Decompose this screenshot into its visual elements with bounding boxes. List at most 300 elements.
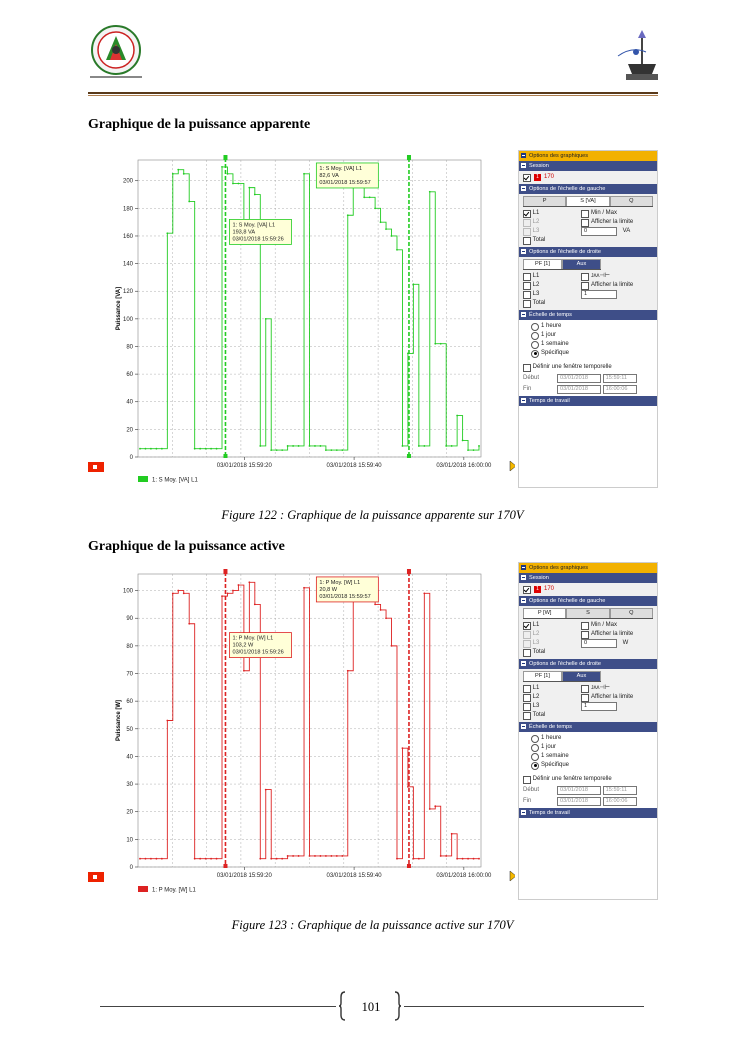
channel-checkbox-l3[interactable] bbox=[523, 703, 531, 711]
define-window-label: Définir une fenêtre temporelle bbox=[532, 364, 612, 370]
collapse-icon[interactable] bbox=[521, 810, 526, 815]
show-limit-checkbox[interactable] bbox=[581, 219, 589, 227]
show-limit-checkbox[interactable] bbox=[581, 282, 589, 290]
data-point bbox=[407, 786, 409, 788]
session-header[interactable] bbox=[519, 573, 657, 583]
active-power-chart bbox=[88, 564, 515, 900]
left-scale-tab[interactable]: S [VA] bbox=[566, 196, 609, 206]
pulse-checkbox[interactable] bbox=[581, 685, 589, 693]
data-point bbox=[440, 343, 442, 345]
data-point bbox=[238, 183, 240, 185]
time-scale-option: 1 heure bbox=[541, 735, 562, 741]
channel-label: L3 bbox=[532, 640, 540, 646]
data-point bbox=[423, 445, 425, 447]
data-point bbox=[150, 448, 152, 450]
data-point bbox=[227, 592, 229, 594]
data-point bbox=[166, 720, 168, 722]
data-point bbox=[347, 670, 349, 672]
data-point bbox=[194, 858, 196, 860]
y-tick-label: 0 bbox=[129, 865, 133, 871]
channel-checkbox-total[interactable] bbox=[523, 300, 531, 308]
data-point bbox=[150, 858, 152, 860]
x-tick-label: 03/01/2018 15:59:20 bbox=[216, 463, 272, 469]
scroll-left-icon bbox=[93, 875, 97, 879]
pulse-icon: ᴊᴧᴧ⊣⊢ bbox=[591, 685, 610, 691]
data-point bbox=[177, 590, 179, 592]
collapse-icon[interactable] bbox=[521, 312, 526, 317]
y-tick-label: 20 bbox=[126, 427, 133, 434]
time-scale-option: 1 semaine bbox=[541, 341, 569, 347]
cursor-handle bbox=[223, 454, 227, 458]
define-window-label: Définir une fenêtre temporelle bbox=[532, 776, 612, 782]
data-point bbox=[188, 201, 190, 203]
y-tick-label: 140 bbox=[122, 261, 133, 268]
data-point bbox=[396, 249, 398, 251]
channel-checkbox-total[interactable] bbox=[523, 237, 531, 245]
channel-checkbox-l2[interactable] bbox=[523, 631, 531, 639]
data-point bbox=[445, 855, 447, 857]
data-point bbox=[396, 858, 398, 860]
show-limit-label: Afficher la limite bbox=[591, 631, 634, 637]
data-point bbox=[194, 448, 196, 450]
data-point bbox=[265, 318, 267, 320]
data-point bbox=[145, 858, 147, 860]
session-checkbox[interactable] bbox=[523, 586, 531, 594]
data-point bbox=[462, 440, 464, 442]
y-tick-label: 30 bbox=[126, 782, 133, 789]
cursor-handle bbox=[223, 155, 227, 160]
scroll-right-icon bbox=[510, 871, 515, 881]
time-scale-radio[interactable] bbox=[531, 323, 539, 331]
left-scale-title: Options de l'échelle de gauche bbox=[529, 598, 606, 604]
data-point bbox=[188, 623, 190, 625]
data-point bbox=[374, 207, 376, 209]
legend-swatch bbox=[138, 886, 148, 892]
data-point bbox=[221, 166, 223, 168]
unit-label: W bbox=[622, 640, 629, 646]
y-tick-label: 10 bbox=[126, 837, 133, 844]
end-label: Fin bbox=[523, 798, 532, 804]
data-point bbox=[440, 855, 442, 857]
right-scale-header[interactable] bbox=[519, 659, 657, 669]
data-point bbox=[303, 587, 305, 589]
left-scale-tab[interactable]: Q bbox=[610, 608, 653, 618]
collapse-icon[interactable] bbox=[521, 249, 526, 254]
end-time-input[interactable]: 16:00:06 bbox=[603, 797, 637, 806]
channel-label: L2 bbox=[532, 694, 540, 700]
left-scale-header[interactable] bbox=[519, 184, 657, 194]
x-tick-label: 03/01/2018 16:00:00 bbox=[436, 463, 492, 469]
tooltip-text: 1: P Moy. [W] L1 bbox=[232, 635, 274, 642]
data-point bbox=[473, 858, 475, 860]
y-tick-label: 60 bbox=[126, 699, 133, 706]
scroll-left-icon bbox=[93, 465, 97, 469]
data-point bbox=[451, 445, 453, 447]
time-scale-option: 1 semaine bbox=[541, 753, 569, 759]
time-scale-option: 1 jour bbox=[541, 744, 557, 750]
y-tick-label: 120 bbox=[122, 289, 133, 296]
apparent-power-chart bbox=[88, 150, 515, 490]
data-point bbox=[341, 449, 343, 451]
time-scale-radio[interactable] bbox=[531, 753, 539, 761]
collapse-icon[interactable] bbox=[521, 565, 526, 570]
collapse-icon[interactable] bbox=[521, 163, 526, 168]
chart-options-panel-1 bbox=[518, 150, 658, 488]
start-date-input[interactable]: 03/01/2018 bbox=[557, 786, 601, 795]
data-point bbox=[385, 617, 387, 619]
left-scale-tab[interactable]: P bbox=[523, 196, 566, 206]
start-label: Début bbox=[523, 787, 540, 793]
data-point bbox=[402, 445, 404, 447]
y-tick-label: 160 bbox=[122, 233, 133, 240]
options-title: Options des graphiques bbox=[529, 565, 589, 571]
left-scale-title: Options de l'échelle de gauche bbox=[529, 186, 606, 192]
data-point bbox=[434, 805, 436, 807]
min-max-checkbox[interactable] bbox=[581, 210, 589, 218]
cursor-handle bbox=[407, 155, 411, 160]
channel-label: L3 bbox=[532, 291, 540, 297]
cursor-handle bbox=[223, 864, 227, 868]
data-point bbox=[210, 858, 212, 860]
footer-line-right bbox=[404, 1006, 644, 1007]
data-point bbox=[287, 445, 289, 447]
options-header[interactable] bbox=[519, 563, 657, 573]
data-point bbox=[199, 448, 201, 450]
y-tick-label: 100 bbox=[122, 316, 133, 323]
university-logo bbox=[84, 22, 148, 82]
tooltip-text: 03/01/2018 15:59:26 bbox=[232, 236, 284, 243]
figure-caption-122: Figure 122 : Graphique de la puissance apparente sur 170V bbox=[221, 508, 524, 522]
end-time-input[interactable]: 16:00:06 bbox=[603, 385, 637, 394]
y-tick-label: 40 bbox=[126, 754, 133, 761]
data-point bbox=[320, 445, 322, 447]
session-badge: 1 bbox=[534, 174, 541, 181]
start-time-input[interactable]: 15:59:11 bbox=[603, 374, 637, 383]
data-point bbox=[478, 858, 480, 860]
start-date-input[interactable]: 03/01/2018 bbox=[557, 374, 601, 383]
y-tick-label: 70 bbox=[126, 671, 133, 678]
legend-label: 1: P Moy. [W] L1 bbox=[152, 887, 196, 894]
time-scale-option: 1 heure bbox=[541, 323, 562, 329]
data-point bbox=[429, 808, 431, 810]
tooltip-text: 82,6 VA bbox=[319, 172, 339, 179]
min-max-checkbox[interactable] bbox=[581, 622, 589, 630]
page-number: 101 bbox=[361, 1000, 381, 1014]
collapse-icon[interactable] bbox=[521, 575, 526, 580]
channel-checkbox-l1[interactable] bbox=[523, 210, 531, 218]
data-point bbox=[139, 448, 141, 450]
right-scale-header[interactable] bbox=[519, 247, 657, 257]
data-point bbox=[216, 858, 218, 860]
show-limit-checkbox[interactable] bbox=[581, 694, 589, 702]
data-point bbox=[254, 604, 256, 606]
min-max-label: Min / Max bbox=[591, 622, 618, 628]
y-tick-label: 100 bbox=[122, 588, 133, 595]
data-point bbox=[385, 228, 387, 230]
right-limit-input[interactable]: 1 bbox=[581, 702, 617, 711]
channel-label: Total bbox=[532, 237, 546, 243]
time-scale-option: Spécifique bbox=[541, 762, 570, 768]
channel-label: L1 bbox=[532, 622, 540, 628]
collapse-icon[interactable] bbox=[521, 398, 526, 403]
cursor-handle bbox=[407, 454, 411, 458]
show-limit-label: Afficher la limite bbox=[591, 282, 634, 288]
data-point bbox=[199, 858, 201, 860]
data-point bbox=[210, 448, 212, 450]
data-point bbox=[183, 173, 185, 175]
header-rule-thin bbox=[88, 95, 658, 96]
tooltip-text: 03/01/2018 15:59:57 bbox=[319, 593, 371, 600]
y-tick-label: 50 bbox=[126, 726, 133, 733]
data-point bbox=[391, 235, 393, 237]
scroll-right-icon bbox=[510, 461, 515, 471]
data-point bbox=[330, 855, 332, 857]
channel-checkbox-total[interactable] bbox=[523, 712, 531, 720]
data-point bbox=[161, 448, 163, 450]
work-time-header[interactable] bbox=[519, 396, 657, 406]
data-point bbox=[325, 449, 327, 451]
data-point bbox=[456, 858, 458, 860]
collapse-icon[interactable] bbox=[521, 661, 526, 666]
session-checkbox[interactable] bbox=[523, 174, 531, 182]
channel-checkbox-l2[interactable] bbox=[523, 694, 531, 702]
data-point bbox=[309, 855, 311, 857]
data-point bbox=[462, 858, 464, 860]
data-point bbox=[156, 858, 158, 860]
channel-label: L2 bbox=[532, 219, 540, 225]
end-date-input[interactable]: 03/01/2018 bbox=[557, 385, 601, 394]
data-point bbox=[336, 855, 338, 857]
session-name: 170 bbox=[544, 174, 555, 180]
data-point bbox=[292, 855, 294, 857]
data-point bbox=[183, 592, 185, 594]
start-time-input[interactable]: 15:59:11 bbox=[603, 786, 637, 795]
data-point bbox=[429, 191, 431, 193]
right-scale-title: Options de l'échelle de droite bbox=[529, 249, 601, 255]
session-badge: 1 bbox=[534, 586, 541, 593]
limit-input[interactable]: 0 bbox=[581, 227, 617, 236]
channel-checkbox-l3[interactable] bbox=[523, 291, 531, 299]
cursor-handle bbox=[407, 569, 411, 574]
session-header[interactable] bbox=[519, 161, 657, 171]
time-scale-radio[interactable] bbox=[531, 350, 539, 358]
data-point bbox=[177, 169, 179, 171]
show-limit-label: Afficher la limite bbox=[591, 694, 634, 700]
left-scale-tab[interactable]: Q bbox=[610, 196, 653, 206]
footer-line-left bbox=[100, 1006, 336, 1007]
right-scale-title: Options de l'échelle de droite bbox=[529, 661, 601, 667]
time-scale-radio[interactable] bbox=[531, 762, 539, 770]
limit-input[interactable]: 0 bbox=[581, 639, 617, 648]
time-scale-header[interactable] bbox=[519, 722, 657, 732]
channel-checkbox-l1[interactable] bbox=[523, 273, 531, 281]
data-point bbox=[445, 445, 447, 447]
section-heading-active: Graphique de la puissance active bbox=[88, 539, 285, 554]
data-point bbox=[467, 858, 469, 860]
data-point bbox=[434, 343, 436, 345]
data-point bbox=[166, 232, 168, 234]
data-point bbox=[369, 196, 371, 198]
data-point bbox=[325, 855, 327, 857]
right-scale-tab[interactable]: Aux bbox=[562, 671, 601, 681]
tooltip-text: 103,2 W bbox=[232, 642, 254, 649]
data-point bbox=[270, 449, 272, 451]
x-tick-label: 03/01/2018 15:59:20 bbox=[216, 873, 272, 879]
time-scale-radio[interactable] bbox=[531, 332, 539, 340]
data-point bbox=[145, 448, 147, 450]
data-point bbox=[205, 858, 207, 860]
show-limit-checkbox[interactable] bbox=[581, 631, 589, 639]
data-point bbox=[380, 221, 382, 223]
collapse-icon[interactable] bbox=[521, 598, 526, 603]
data-point bbox=[314, 445, 316, 447]
work-time-header[interactable] bbox=[519, 808, 657, 818]
tooltip-text: 03/01/2018 15:59:57 bbox=[319, 179, 371, 186]
time-scale-title: Échelle de temps bbox=[529, 724, 572, 730]
channel-checkbox-l3[interactable] bbox=[523, 640, 531, 648]
data-point bbox=[391, 645, 393, 647]
data-point bbox=[232, 183, 234, 185]
y-tick-label: 20 bbox=[126, 809, 133, 816]
define-window-checkbox[interactable] bbox=[523, 776, 531, 784]
data-point bbox=[314, 855, 316, 857]
x-tick-label: 03/01/2018 16:00:00 bbox=[436, 873, 492, 879]
data-point bbox=[205, 448, 207, 450]
left-scale-header[interactable] bbox=[519, 596, 657, 606]
y-tick-label: 0 bbox=[129, 455, 133, 461]
data-point bbox=[330, 449, 332, 451]
cursor-handle bbox=[223, 569, 227, 574]
channel-label: Total bbox=[532, 712, 546, 718]
channel-label: L3 bbox=[532, 228, 540, 234]
work-time-title: Temps de travail bbox=[529, 810, 570, 816]
time-scale-header[interactable] bbox=[519, 310, 657, 320]
data-point bbox=[172, 173, 174, 175]
data-point bbox=[347, 214, 349, 216]
data-point bbox=[412, 283, 414, 285]
channel-checkbox-l1[interactable] bbox=[523, 685, 531, 693]
data-point bbox=[281, 858, 283, 860]
chart-options-panel-2 bbox=[518, 562, 658, 900]
channel-checkbox-total[interactable] bbox=[523, 649, 531, 657]
data-point bbox=[287, 855, 289, 857]
data-point bbox=[456, 415, 458, 417]
y-tick-label: 180 bbox=[122, 206, 133, 213]
data-point bbox=[172, 592, 174, 594]
data-point bbox=[402, 747, 404, 749]
data-point bbox=[303, 173, 305, 175]
left-scale-tab[interactable]: S bbox=[566, 608, 609, 618]
channel-label: L3 bbox=[532, 703, 540, 709]
y-tick-label: 60 bbox=[126, 372, 133, 379]
channel-checkbox-l3[interactable] bbox=[523, 228, 531, 236]
tooltip-text: 193,8 VA bbox=[232, 229, 256, 236]
y-tick-label: 80 bbox=[126, 344, 133, 351]
channel-checkbox-l2[interactable] bbox=[523, 219, 531, 227]
data-point bbox=[227, 173, 229, 175]
tooltip-text: 1: S Moy. [VA] L1 bbox=[232, 222, 276, 229]
channel-checkbox-l1[interactable] bbox=[523, 622, 531, 630]
time-scale-radio[interactable] bbox=[531, 744, 539, 752]
y-tick-label: 80 bbox=[126, 643, 133, 650]
data-point bbox=[248, 581, 250, 583]
x-tick-label: 03/01/2018 15:59:40 bbox=[326, 463, 382, 469]
data-point bbox=[156, 448, 158, 450]
data-point bbox=[478, 445, 480, 447]
right-scale-tab[interactable]: PF [1] bbox=[523, 259, 562, 269]
left-scale-tab[interactable]: P [W] bbox=[523, 608, 566, 618]
options-header[interactable] bbox=[519, 151, 657, 161]
data-point bbox=[248, 187, 250, 189]
data-point bbox=[309, 445, 311, 447]
institute-logo bbox=[612, 28, 660, 84]
data-point bbox=[418, 858, 420, 860]
end-date-input[interactable]: 03/01/2018 bbox=[557, 797, 601, 806]
header-rule bbox=[88, 92, 658, 94]
data-point bbox=[216, 448, 218, 450]
channel-label: L1 bbox=[532, 273, 540, 279]
y-axis-label: Puissance [VA] bbox=[116, 286, 122, 331]
options-title: Options des graphiques bbox=[529, 153, 589, 159]
data-point bbox=[412, 858, 414, 860]
section-heading-apparent: Graphique de la puissance apparente bbox=[88, 117, 311, 132]
channel-label: L1 bbox=[532, 685, 540, 691]
data-point bbox=[161, 858, 163, 860]
data-point bbox=[281, 449, 283, 451]
collapse-icon[interactable] bbox=[521, 186, 526, 191]
figure-caption-123: Figure 123 : Graphique de la puissance active sur 170V bbox=[231, 918, 514, 932]
data-point bbox=[232, 590, 234, 592]
data-point bbox=[265, 789, 267, 791]
data-point bbox=[292, 445, 294, 447]
data-point bbox=[139, 858, 141, 860]
tooltip-text: 20,8 W bbox=[319, 586, 338, 593]
data-point bbox=[320, 855, 322, 857]
time-scale-radio[interactable] bbox=[531, 735, 539, 743]
right-limit-input[interactable]: 1 bbox=[581, 290, 617, 299]
define-window-checkbox[interactable] bbox=[523, 364, 531, 372]
channel-label: L2 bbox=[532, 282, 540, 288]
right-scale-tab[interactable]: PF [1] bbox=[523, 671, 562, 681]
data-point bbox=[336, 449, 338, 451]
collapse-icon[interactable] bbox=[521, 724, 526, 729]
collapse-icon[interactable] bbox=[521, 153, 526, 158]
data-point bbox=[259, 445, 261, 447]
data-point bbox=[254, 194, 256, 196]
start-label: Début bbox=[523, 375, 540, 381]
show-limit-label: Afficher la limite bbox=[591, 219, 634, 225]
right-scale-tab[interactable]: Aux bbox=[562, 259, 601, 269]
y-tick-label: 200 bbox=[122, 178, 133, 185]
data-point bbox=[473, 449, 475, 451]
time-scale-option: Spécifique bbox=[541, 350, 570, 356]
channel-label: L1 bbox=[532, 210, 540, 216]
data-point bbox=[298, 445, 300, 447]
end-label: Fin bbox=[523, 386, 532, 392]
channel-label: Total bbox=[532, 300, 546, 306]
work-time-title: Temps de travail bbox=[529, 398, 570, 404]
data-point bbox=[243, 670, 245, 672]
pulse-checkbox[interactable] bbox=[581, 273, 589, 281]
data-point bbox=[423, 592, 425, 594]
time-scale-radio[interactable] bbox=[531, 341, 539, 349]
data-point bbox=[298, 855, 300, 857]
tooltip-text: 1: S Moy. [VA] L1 bbox=[319, 165, 363, 172]
data-point bbox=[221, 595, 223, 597]
legend-swatch bbox=[138, 476, 148, 482]
channel-label: L2 bbox=[532, 631, 540, 637]
channel-checkbox-l2[interactable] bbox=[523, 282, 531, 290]
